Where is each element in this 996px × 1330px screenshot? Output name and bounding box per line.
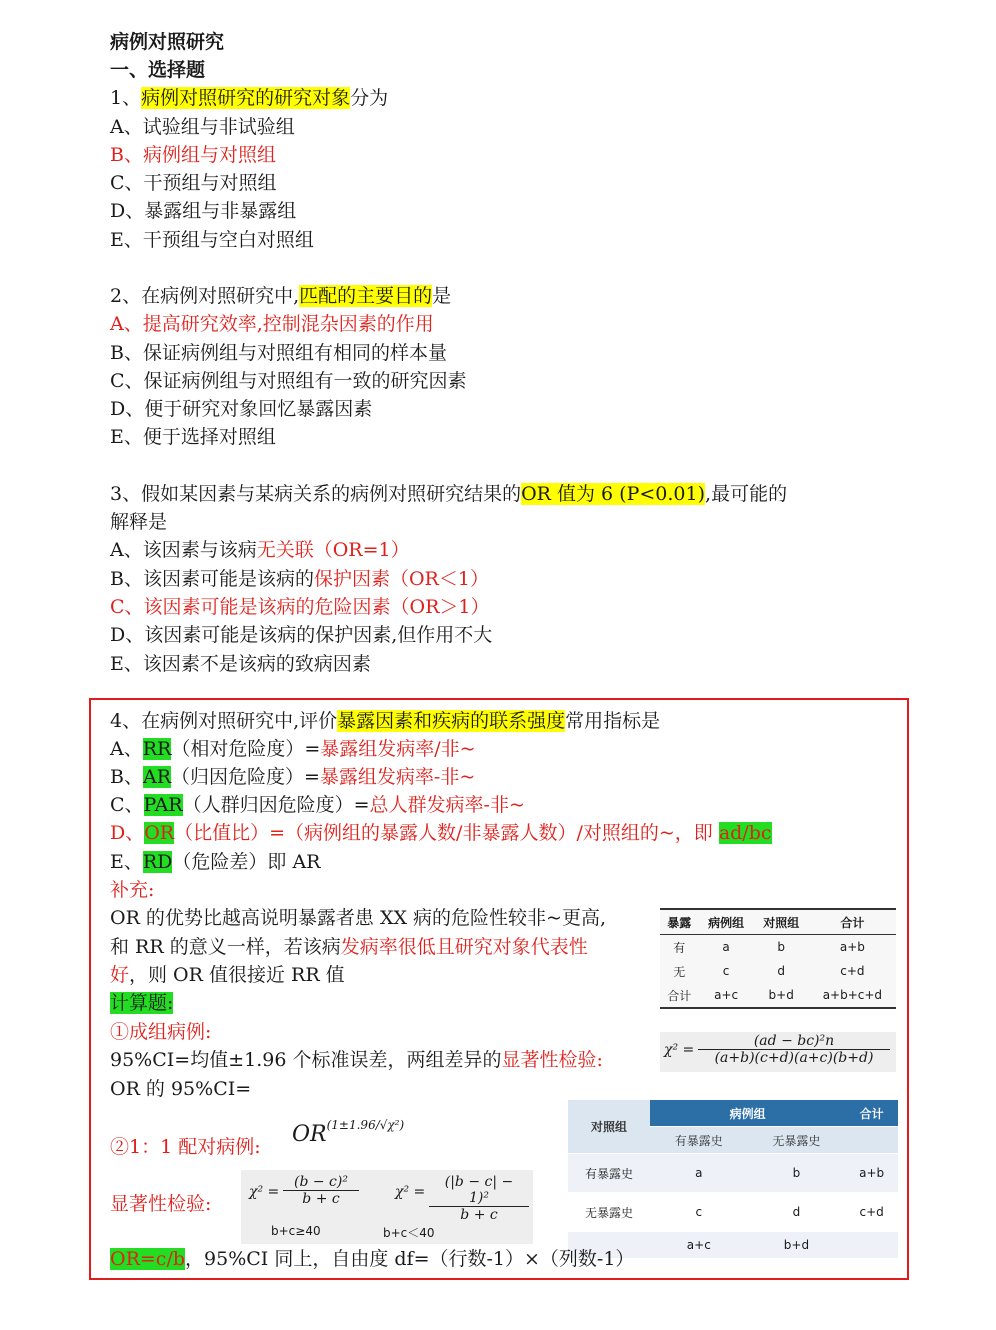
- q2-option-e: E、便于选择对照组: [110, 426, 276, 448]
- mcnemar-formulas: [241, 1170, 533, 1244]
- q4-d-mid: （比值比）=（病例组的暴露人数/非暴露人数）/对照组的~，即: [174, 822, 719, 844]
- table1-cell: 有: [673, 940, 686, 955]
- question-2: [110, 283, 451, 309]
- q4-c-prefix: C、: [110, 794, 144, 816]
- q4-e-prefix: E、: [110, 851, 143, 873]
- q4-c-term: PAR: [143, 794, 183, 816]
- question-3: [110, 481, 787, 507]
- table1-cell: a+b: [839, 940, 865, 954]
- page-title: 病例对照研究: [110, 31, 225, 53]
- or-ci-exponent: (1±1.96/√χ²): [326, 1117, 405, 1132]
- supplement-line2-text: 和 RR 的意义一样，若该病: [110, 936, 341, 958]
- table1-cell: a: [722, 940, 730, 954]
- table2-cell-empty: [845, 1232, 898, 1259]
- table1-cell: d: [777, 964, 786, 978]
- table2-cell: c: [650, 1193, 748, 1232]
- mc-numerator-2: (|b − c| − 1)²: [429, 1174, 529, 1207]
- table1-header: 暴露: [660, 909, 699, 935]
- supplement-line1: OR 的优势比越高说明暴露者患 XX 病的危险性较非~更高,: [110, 907, 607, 929]
- chi-square-formula: [660, 1032, 896, 1072]
- chi-lhs: χ² =: [664, 1042, 695, 1058]
- ci-line-text: 95%CI=均值±1.96 个标准误差，两组差异的: [110, 1049, 502, 1071]
- table1-cell: b+d: [754, 983, 809, 1008]
- q4-b-term: AR: [142, 766, 171, 788]
- question-4: [110, 708, 660, 734]
- supplement-line3-text: ，则 OR 值很接近 RR 值: [129, 964, 345, 986]
- supplement-line2-red: 发病率很低且研究对象代表性: [340, 936, 588, 958]
- exposure-table: [660, 908, 896, 1009]
- q4-b-mid: （归因危险度）=: [171, 766, 320, 788]
- q3-option-e: E、该因素不是该病的致病因素: [110, 653, 371, 675]
- q4-option-b: [110, 764, 475, 790]
- q1-option-e: E、干预组与空白对照组: [110, 229, 314, 251]
- q3-suffix: ,最可能的: [705, 483, 788, 505]
- mc-condition-2: b+c＜40: [383, 1226, 435, 1240]
- q4-prefix: 4、在病例对照研究中,评价: [110, 710, 338, 732]
- table1-header: 合计: [809, 909, 896, 935]
- chi-denominator: (a+b)(c+d)(a+c)(b+d): [714, 1050, 874, 1066]
- table1-cell: b: [777, 940, 786, 954]
- mc-condition-1: b+c≥40: [271, 1224, 321, 1238]
- q3-line2: 解释是: [110, 511, 168, 533]
- table2-cell: c+d: [845, 1193, 898, 1232]
- q1-highlight: 病例对照研究的研究对象: [141, 87, 351, 109]
- q4-highlight: 暴露因素和疾病的联系强度: [337, 710, 566, 732]
- q4-d-term: OR: [144, 822, 175, 844]
- table1-cell: 合计: [660, 983, 699, 1008]
- q4-a-term: RR: [142, 738, 172, 760]
- group-case-label: ①成组病例:: [110, 1021, 212, 1043]
- q1-option-d: D、暴露组与非暴露组: [110, 200, 297, 222]
- mc-lhs-2: χ² =: [395, 1184, 426, 1200]
- final-line: [110, 1246, 634, 1272]
- q4-option-e: [110, 849, 321, 875]
- q3-b-red: 保护因素（OR＜1）: [313, 568, 489, 590]
- table1-cell: a+b+c+d: [809, 983, 896, 1008]
- q2-option-d: D、便于研究对象回忆暴露因素: [110, 398, 373, 420]
- table2-cell: 有暴露史: [568, 1154, 650, 1193]
- q4-b-red: 暴露组发病率-非~: [319, 766, 476, 788]
- table1-cell: c+d: [840, 964, 865, 978]
- q3-option-b: [110, 566, 489, 592]
- ci-line-red: 显著性检验:: [501, 1049, 603, 1071]
- mc-denominator-1: b + c: [302, 1191, 340, 1207]
- q2-highlight: 匹配的主要目的: [299, 285, 433, 307]
- q1-option-a: A、试验组与非试验组: [110, 116, 295, 138]
- table2-corner: 对照组: [568, 1100, 650, 1154]
- q1-suffix: 分为: [350, 87, 389, 109]
- q3-option-c: C、该因素可能是该病的危险因素（OR＞1）: [110, 596, 490, 618]
- q4-a-red: 暴露组发病率/非~: [320, 738, 476, 760]
- table2-cell: a: [650, 1154, 748, 1193]
- mc-fraction-1: [283, 1174, 359, 1207]
- table1-cell: 无: [673, 964, 686, 979]
- final-line-formula: OR=c/b: [110, 1248, 186, 1270]
- table2-subheader: 无暴露史: [748, 1127, 846, 1154]
- q3-option-a: [110, 537, 410, 563]
- q3-a-text: A、该因素与该病: [110, 539, 257, 561]
- table2-total: 合计: [845, 1100, 898, 1127]
- q2-option-a: A、提高研究效率,控制混杂因素的作用: [110, 313, 434, 335]
- supplement-line2: [110, 934, 588, 960]
- q4-option-c: [110, 792, 525, 818]
- q4-e-term: RD: [142, 851, 173, 873]
- supplement-label: 补充:: [110, 879, 155, 901]
- or-ci-base: OR: [292, 1122, 327, 1147]
- table2-cell: a+b: [845, 1154, 898, 1193]
- q4-option-a: [110, 736, 476, 762]
- q4-suffix: 常用指标是: [565, 710, 661, 732]
- chi-fraction: [698, 1033, 890, 1066]
- q2-suffix: 是: [432, 285, 452, 307]
- q4-a-mid: （相对危险度）=: [171, 738, 321, 760]
- q3-a-red: 无关联（OR=1）: [256, 539, 410, 561]
- q3-b-text: B、该因素可能是该病的: [110, 568, 314, 590]
- q1-option-c: C、干预组与对照组: [110, 172, 277, 194]
- table1-cell: a+c: [699, 983, 754, 1008]
- table2-subheader-empty: [845, 1127, 898, 1154]
- mc-denominator-2: b + c: [460, 1207, 498, 1223]
- calc-label: [110, 990, 173, 1016]
- table2-cell: b+d: [748, 1232, 846, 1259]
- supplement-line3: [110, 962, 345, 988]
- chi-numerator: (ad − bc)²n: [698, 1033, 890, 1050]
- q1-prefix: 1、: [110, 87, 142, 109]
- question-1: [110, 85, 388, 111]
- table2-subheader: 有暴露史: [650, 1127, 748, 1154]
- table2-cell: a+c: [650, 1232, 748, 1259]
- q2-option-b: B、保证病例组与对照组有相同的样本量: [110, 342, 447, 364]
- q2-option-c: C、保证病例组与对照组有一致的研究因素: [110, 370, 467, 392]
- final-line-text: ，95%CI 同上，自由度 df=（行数-1）×（列数-1）: [185, 1248, 635, 1270]
- q4-c-mid: （人群归因危险度）=: [182, 794, 370, 816]
- q3-prefix: 3、假如某因素与某病关系的病例对照研究结果的: [110, 483, 522, 505]
- q2-prefix: 2、在病例对照研究中,: [110, 285, 300, 307]
- paired-case-label: ②1：1 配对病例:: [110, 1136, 261, 1158]
- ci-line: [110, 1047, 603, 1073]
- q4-c-red: 总人群发病率-非~: [369, 794, 525, 816]
- mc-lhs-1: χ² =: [249, 1184, 280, 1200]
- q4-e-mid: （危险差）即 AR: [172, 851, 321, 873]
- or-ci-line: OR 的 95%CI=: [110, 1078, 252, 1100]
- table1-header: 对照组: [754, 909, 809, 935]
- q3-option-d: D、该因素可能是该病的保护因素,但作用不大: [110, 624, 493, 646]
- q4-d-prefix: D、: [110, 822, 145, 844]
- supplement-line3-red: 好: [110, 964, 130, 986]
- significance-label: 显著性检验:: [110, 1193, 212, 1215]
- q4-b-prefix: B、: [110, 766, 143, 788]
- or-ci-formula: [292, 1117, 405, 1147]
- q3-highlight: OR 值为 6 (P<0.01): [521, 483, 706, 505]
- table2-cell: b: [748, 1154, 846, 1193]
- table2-cell: 无暴露史: [568, 1193, 650, 1232]
- table1-cell: c: [722, 964, 730, 978]
- table2-cell: d: [748, 1193, 846, 1232]
- calc-label-text: 计算题:: [110, 992, 174, 1014]
- paired-table: [568, 1100, 898, 1259]
- q1-option-b: B、病例组与对照组: [110, 144, 276, 166]
- table2-case-group: 病例组: [650, 1100, 845, 1127]
- q4-option-d: [110, 820, 772, 846]
- q4-a-prefix: A、: [110, 738, 143, 760]
- table1-header: 病例组: [699, 909, 754, 935]
- mc-numerator-1: (b − c)²: [283, 1174, 359, 1191]
- q4-d-formula: ad/bc: [718, 822, 772, 844]
- mc-fraction-2: [429, 1174, 529, 1223]
- section-heading: 一、选择题: [110, 59, 206, 81]
